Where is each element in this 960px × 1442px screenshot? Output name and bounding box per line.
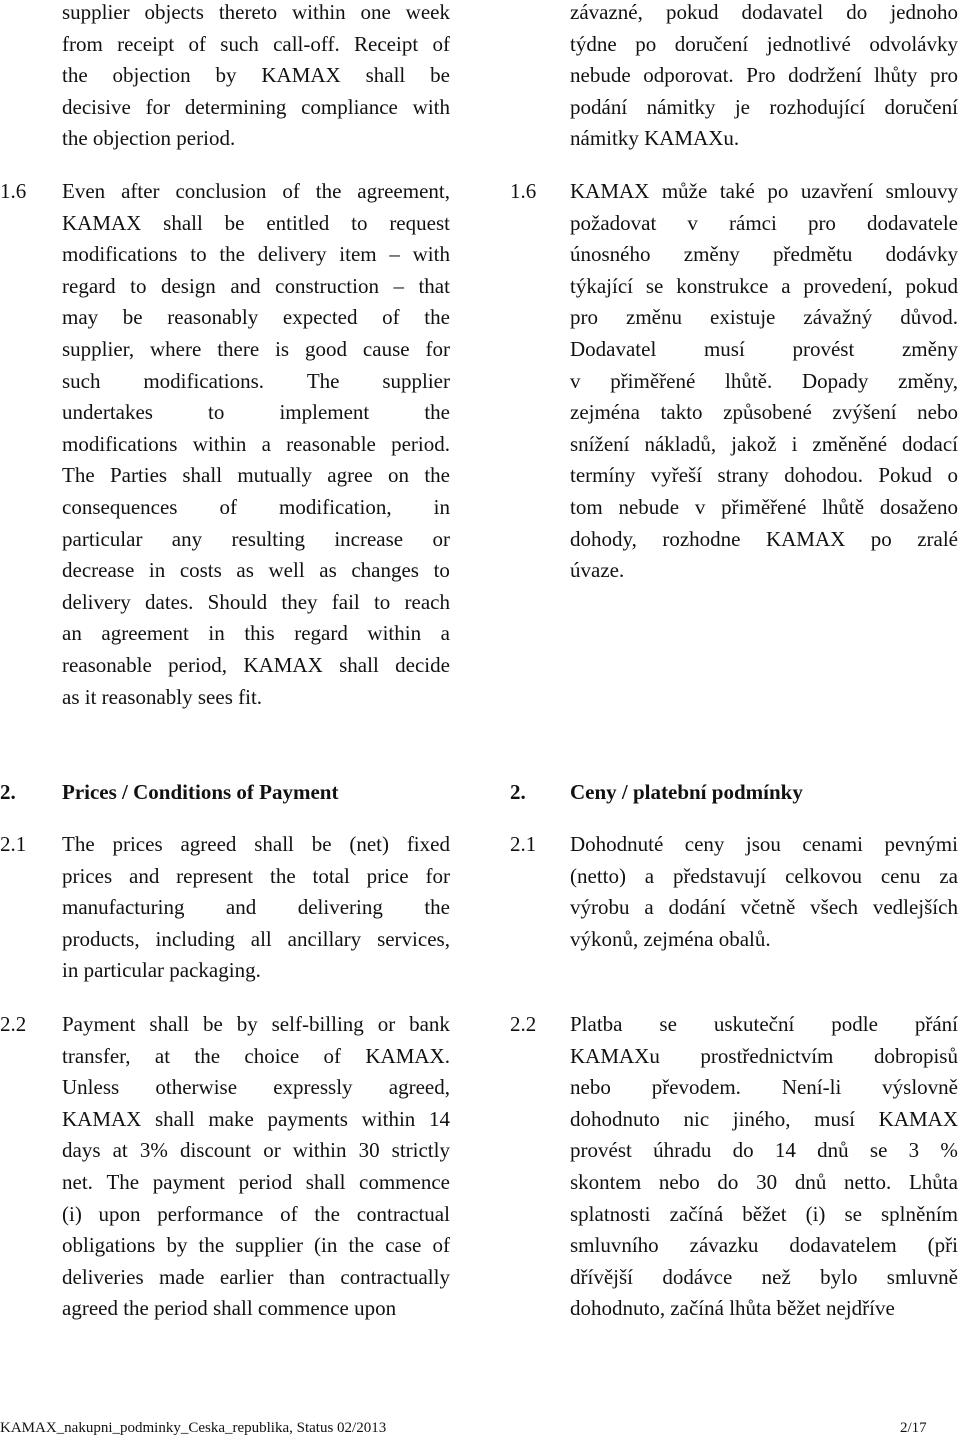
text-line: may be reasonably expected of the (62, 305, 450, 330)
text-line: delivery dates. Should they fail to reach (62, 589, 450, 614)
text-line: smluvního závazku dodavatelem (při (570, 1233, 958, 1258)
left-section-2-1-number: 2.1 (0, 832, 27, 856)
footer-document-id: KAMAX_nakupni_podminky_Ceska_republika, Status 02/2013 (0, 1420, 387, 1436)
text-line: products, including all ancillary services, (62, 926, 450, 951)
text-line: consequences of modification, in (62, 495, 450, 519)
text-line: supplier objects thereto within one week (62, 0, 450, 24)
text-line: Payment shall be by self-billing or bank (62, 1012, 450, 1036)
text-line: skontem nebo do 30 dnů netto. Lhůta (570, 1170, 958, 1194)
text-line: from receipt of such call-off. Receipt of (62, 31, 450, 56)
text-line: an agreement in this regard within a (62, 621, 450, 646)
text-line: as it reasonably sees fit. (62, 684, 263, 709)
text-line: termíny vyřeší strany dohodou. Pokud o (570, 463, 958, 488)
text-line: in particular packaging. (62, 958, 261, 983)
text-line: (netto) a představují celkovou cenu za (570, 863, 958, 888)
text-line: snížení nákladů, jakož i změněné dodací (570, 431, 958, 456)
text-line: Dohodnuté ceny jsou cenami pevnými (570, 832, 958, 856)
text-line: regard to design and construction – that (62, 273, 450, 298)
text-line: net. The payment period shall commence (62, 1170, 450, 1194)
text-line: dohody, rozhodne KAMAX po zralé (570, 526, 958, 551)
text-line: nebude odporovat. Pro dodržení lhůty pro (570, 63, 958, 88)
right-section-2-1-number: 2.1 (510, 832, 537, 856)
text-line: nebo převodem. Není-li výslovně (570, 1075, 958, 1100)
text-line: prices and represent the total price for (62, 863, 450, 888)
text-line: podání námitky je rozhodující doručení (570, 94, 958, 119)
text-line: Even after conclusion of the agreement, (62, 179, 450, 203)
text-line: the objection period. (62, 126, 236, 151)
text-line: pro změnu existuje závažný důvod. (570, 305, 958, 330)
right-section-2-heading: Ceny / platební podmínky (570, 780, 803, 804)
right-section-2-number: 2. (510, 780, 526, 804)
text-line: modifications to the delivery item – with (62, 242, 450, 267)
text-line: the objection by KAMAX shall be (62, 63, 450, 88)
text-line: úvaze. (570, 558, 625, 583)
text-line: deliveries made earlier than contractually (62, 1264, 450, 1289)
text-line: týkající se konstrukce a provedení, pokud (570, 273, 958, 298)
text-line: manufacturing and delivering the (62, 895, 450, 920)
text-line: such modifications. The supplier (62, 368, 450, 393)
left-section-2-2-number: 2.2 (0, 1012, 27, 1036)
text-line: transfer, at the choice of KAMAX. (62, 1043, 450, 1068)
text-line: obligations by the supplier (in the case of (62, 1233, 450, 1258)
left-section-2-heading: Prices / Conditions of Payment (62, 780, 339, 804)
text-line: Platba se uskuteční podle přání (570, 1012, 958, 1036)
text-line: (i) upon performance of the contractual (62, 1201, 450, 1226)
text-line: námitky KAMAXu. (570, 126, 740, 151)
text-line: reasonable period, KAMAX shall decide (62, 653, 450, 677)
text-line: agreed the period shall commence upon (62, 1296, 397, 1321)
right-section-2-2-number: 2.2 (510, 1012, 537, 1036)
text-line: závazné, pokud dodavatel do jednoho (570, 0, 958, 24)
text-line: zejména takto způsobené zvýšení nebo (570, 400, 958, 425)
text-line: The prices agreed shall be (net) fixed (62, 832, 450, 856)
text-line: požadovat v rámci pro dodavatele (570, 210, 958, 235)
text-line: particular any resulting increase or (62, 526, 450, 551)
text-line: modifications within a reasonable period. (62, 431, 450, 456)
footer-page-number: 2/17 (900, 1420, 927, 1436)
text-line: výrobu a dodání včetně všech vedlejších (570, 895, 958, 920)
text-line: undertakes to implement the (62, 400, 450, 425)
text-line: supplier, where there is good cause for (62, 337, 450, 361)
text-line: dohodnuto, začíná lhůta běžet nejdříve (570, 1296, 895, 1321)
text-line: splatnosti začíná běžet (i) se splněním (570, 1201, 958, 1226)
text-line: KAMAX shall make payments within 14 (62, 1106, 450, 1131)
text-line: KAMAX může také po uzavření smlouvy (570, 179, 958, 203)
text-line: tom nebude v přiměřené lhůtě dosaženo (570, 495, 958, 519)
left-section-2-number: 2. (0, 780, 16, 804)
text-line: Unless otherwise expressly agreed, (62, 1075, 450, 1100)
left-section-1-6-number: 1.6 (0, 179, 27, 203)
text-line: výkonů, zejména obalů. (570, 926, 771, 951)
text-line: days at 3% discount or within 30 strictly (62, 1138, 450, 1163)
text-line: dřívější dodávce než bylo smluvně (570, 1264, 958, 1289)
text-line: provést úhradu do 14 dnů se 3 % (570, 1138, 958, 1163)
text-line: Dodavatel musí provést změny (570, 337, 958, 361)
text-line: únosného změny předmětu dodávky (570, 242, 958, 267)
text-line: v přiměřené lhůtě. Dopady změny, (570, 368, 958, 393)
text-line: dohodnuto nic jiného, musí KAMAX (570, 1106, 958, 1131)
text-line: týdne po doručení jednotlivé odvolávky (570, 31, 958, 56)
text-line: decrease in costs as well as changes to (62, 558, 450, 583)
text-line: KAMAXu prostřednictvím dobropisů (570, 1043, 958, 1068)
text-line: The Parties shall mutually agree on the (62, 463, 450, 488)
text-line: decisive for determining compliance with (62, 94, 450, 119)
right-section-1-6-number: 1.6 (510, 179, 537, 203)
text-line: KAMAX shall be entitled to request (62, 210, 450, 235)
